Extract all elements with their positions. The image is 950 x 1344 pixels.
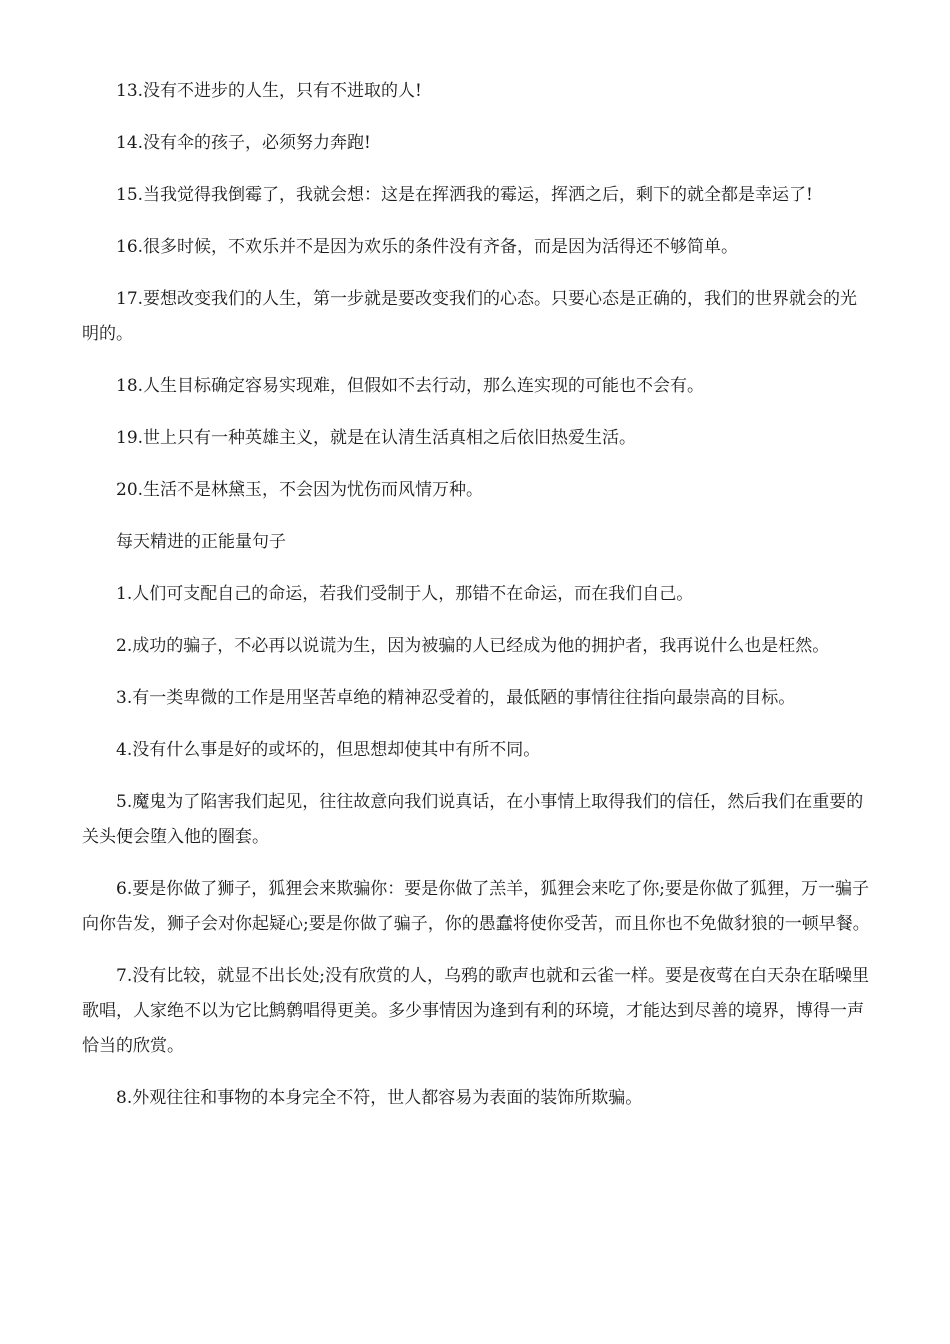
document-page: [82, 0, 872, 1116]
paragraph-3: 3.有一类卑微的工作是用坚苦卓绝的精神忍受着的，最低陋的事情往往指向最崇高的目标。: [116, 688, 796, 708]
paragraph-2: 2.成功的骗子，不必再以说谎为生，因为被骗的人已经成为他的拥护者，我再说什么也是枉然。: [116, 636, 830, 656]
paragraph-13: 13.没有不进步的人生，只有不进取的人!: [116, 81, 422, 101]
paragraph-16: 16.很多时候，不欢乐并不是因为欢乐的条件没有齐备，而是因为活得还不够简单。: [116, 237, 739, 257]
paragraph-1: 1.人们可支配自己的命运，若我们受制于人，那错不在命运，而在我们自己。: [116, 584, 694, 604]
paragraph-19: 19.世上只有一种英雄主义，就是在认清生活真相之后依旧热爱生活。: [116, 428, 637, 448]
paragraph-6: 6.要是你做了狮子，狐狸会来欺骗你：要是你做了羔羊，狐狸会来吃了你;要是你做了狐狸，万一骗子向你告发，狮子会对你起疑心;要是你做了骗子，你的愚蠢将使你受苦，而且你也不免做豺狼的一顿早餐。: [82, 879, 870, 934]
section-heading: 每天精进的正能量句子: [116, 532, 286, 552]
paragraph-7: 7.没有比较，就显不出长处;没有欣赏的人，乌鸦的歌声也就和云雀一样。要是夜莺在白天杂在聒噪里歌唱，人家绝不以为它比鹪鹩唱得更美。多少事情因为逢到有利的环境，才能达到尽善的境界，博得一声恰当的欣赏。: [82, 966, 869, 1056]
paragraph-5: 5.魔鬼为了陷害我们起见，往往故意向我们说真话，在小事情上取得我们的信任，然后我们在重要的关头便会堕入他的圈套。: [82, 792, 864, 847]
paragraph-14: 14.没有伞的孩子，必须努力奔跑!: [116, 133, 371, 153]
paragraph-17: 17.要想改变我们的人生，第一步就是要改变我们的心态。只要心态是正确的，我们的世界就会的光明的。: [82, 289, 858, 344]
paragraph-4: 4.没有什么事是好的或坏的，但思想却使其中有所不同。: [116, 740, 541, 760]
paragraph-20: 20.生活不是林黛玉，不会因为忧伤而风情万种。: [116, 480, 484, 500]
paragraph-18: 18.人生目标确定容易实现难，但假如不去行动，那么连实现的可能也不会有。: [116, 376, 705, 396]
paragraph-15: 15.当我觉得我倒霉了，我就会想：这是在挥洒我的霉运，挥洒之后，剩下的就全都是幸运了!: [116, 185, 813, 205]
paragraph-8: 8.外观往往和事物的本身完全不符，世人都容易为表面的装饰所欺骗。: [116, 1088, 643, 1108]
